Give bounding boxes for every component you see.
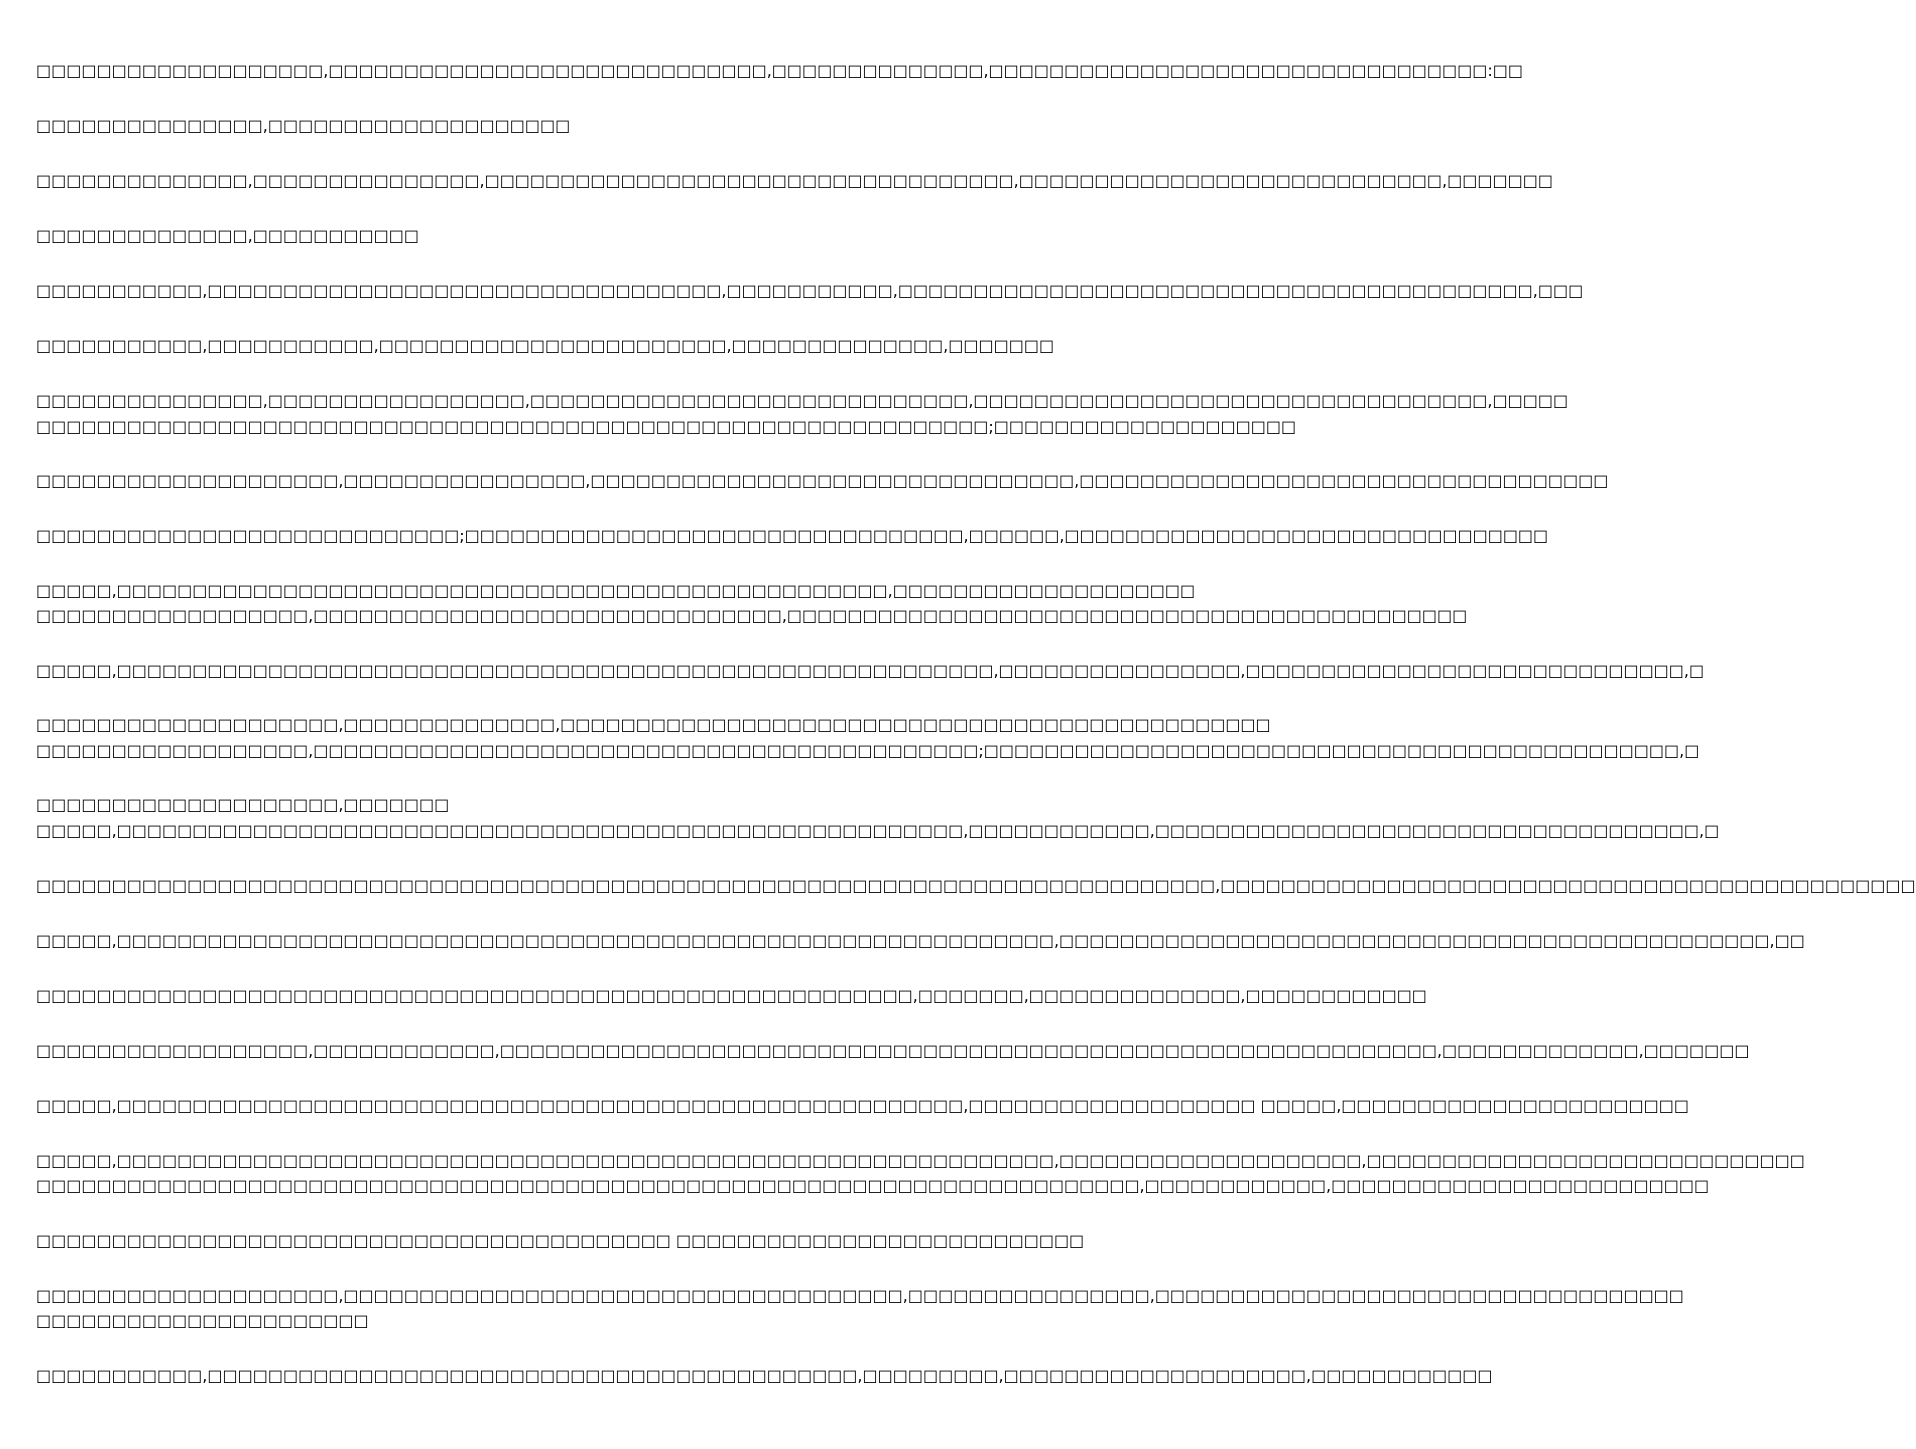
text-line: □□□□□□□□□□□□□□□□□□,□□□□□□□□□□□□□□□□□□□□□□□□□□□□□□□□□□□□□□□□□□□□;□□□□□□□□□□□□□□□□□□□□□□□□□□□□□□□□□□□□□□□□□□□□□□,□	[36, 741, 1700, 760]
text-line: □□□□□,□□□□□□□□□□□□□□□□□□□□□□□□□□□□□□□□□□□□□□□□□□□□□□□□□□□,□□□□□□□□□□□□□□□□□□□□	[36, 581, 1196, 600]
document-page	[36, 0, 1916, 1449]
text-line: □□□□□□□□□□□,□□□□□□□□□□□□□□□□□□□□□□□□□□□□□□□□□□□□□□□□□□□,□□□□□□□□□,□□□□□□□□□□□□□□□□□□□□,□□□□□□□□□□□□	[36, 1366, 1493, 1385]
text-line: □□□□□□□□□□□□□□□□□□□□□□□□□□□□□□□□□□□□□□□□□□□□□□□□□□□□□□□□□□□□□□□□□□□□□□□□□,□□□□□□□□□□□□,□□□□□□□□□□□□□□□□□□□□□□□□□	[36, 1176, 1710, 1195]
text-line: □□□□□□□□□□□□□□□□□□□,□□□□□□□□□□□□□□□□□□□□□□□□□□□□□,□□□□□□□□□□□□□□,□□□□□□□□□□□□□□□□□□□□□□□□□□□□□□□□□:□□	[36, 61, 1524, 80]
text-line: □□□□□,□□□□□□□□□□□□□□□□□□□□□□□□□□□□□□□□□□□□□□□□□□□□□□□□□□□□□□□□,□□□□□□□□□□□□,□□□□□□□□□□□□□□□□□□□□□□□□□□□□□□□□□□□□,□	[36, 821, 1720, 840]
text-line: □□□□□□□□□□□□□□,□□□□□□□□□□□	[36, 226, 420, 245]
text-line: □□□□□□□□□□□,□□□□□□□□□□□,□□□□□□□□□□□□□□□□□□□□□□□,□□□□□□□□□□□□□□,□□□□□□□	[36, 336, 1055, 355]
text-line: □□□□□,□□□□□□□□□□□□□□□□□□□□□□□□□□□□□□□□□□□□□□□□□□□□□□□□□□□□□□□□□□□□□□,□□□□□□□□□□□□□□□□□□□□□□□□□□□□□□□□□□□□□□□□□□□□□□□,□□	[36, 931, 1805, 950]
text-line: □□□□□□□□□□□,□□□□□□□□□□□□□□□□□□□□□□□□□□□□□□□□□□,□□□□□□□□□□□,□□□□□□□□□□□□□□□□□□□□□□□□□□□□□□□□□□□□□□□□□□,□□□	[36, 281, 1584, 300]
text-line: □□□□□,□□□□□□□□□□□□□□□□□□□□□□□□□□□□□□□□□□□□□□□□□□□□□□□□□□□□□□□□□□□□□□,□□□□□□□□□□□□□□□□□□□□,□□□□□□□□□□□□□□□□□□□□□□□□□□□□□	[36, 1151, 1805, 1170]
text-line: □□□□□□□□□□□□□□□□□□□□□□□□□□□□□□□□□□□□□□□□□□□□□□□□□□□□□□□□□□,□□□□□□□,□□□□□□□□□□□□□□,□□□□□□□□□□□□	[36, 986, 1427, 1005]
text-line: □□□□□□□□□□□□□□□□□□□□□□□□□□□□;□□□□□□□□□□□□□□□□□□□□□□□□□□□□□□□□□,□□□□□□,□□□□□□□□□□□□□□□□□□□□□□□□□□□□□□□□	[36, 526, 1549, 545]
text-line: □□□□□□□□□□□□□□□□□□□□,□□□□□□□	[36, 795, 450, 814]
text-line: □□□□□□□□□□□□□□□□□□,□□□□□□□□□□□□□□□□□□□□□□□□□□□□□□□,□□□□□□□□□□□□□□□□□□□□□□□□□□□□□□□□□□□□□□□□□□□□□	[36, 606, 1468, 625]
text-line: □□□□□,□□□□□□□□□□□□□□□□□□□□□□□□□□□□□□□□□□□□□□□□□□□□□□□□□□□□□□□□,□□□□□□□□□□□□□□□□□□□ □□□□□,□□□□□□□□□□□□□□□□□□□□□□□	[36, 1096, 1689, 1115]
text-line: □□□□□□□□□□□□□□,□□□□□□□□□□□□□□□,□□□□□□□□□□□□□□□□□□□□□□□□□□□□□□□□□□□,□□□□□□□□□□□□□□□□□□□□□□□□□□□□,□□□□□□□	[36, 171, 1553, 190]
text-line: □□□□□□□□□□□□□□□□□□□□□□□□□□□□□□□□□□□□□□□□□□□□□□□□□□□□□□□□□□□□□□□□□□□□□□□□□□□□□□,□□□□□□□□□□□□□□□□□□□□□□□□□□□□□□□□□□□□□□□□□□□□□□	[36, 876, 1916, 895]
text-line: □□□□□□□□□□□□□□□□□□,□□□□□□□□□□□□,□□□□□□□□□□□□□□□□□□□□□□□□□□□□□□□□□□□□□□□□□□□□□□□□□□□□□□□□□□□□□□,□□□□□□□□□□□□□,□□□□□□□	[36, 1041, 1750, 1060]
text-line: □□□□□□□□□□□□□□□,□□□□□□□□□□□□□□□□□□□□	[36, 116, 571, 135]
text-line: □□□□□□□□□□□□□□□□□□□□,□□□□□□□□□□□□□□,□□□□□□□□□□□□□□□□□□□□□□□□□□□□□□□□□□□□□□□□□□□□□□□	[36, 715, 1271, 734]
text-line: □□□□□□□□□□□□□□□□□□□□□□□□□□□□□□□□□□□□□□□□□□ □□□□□□□□□□□□□□□□□□□□□□□□□□□	[36, 1231, 1085, 1250]
text-line: □□□□□□□□□□□□□□□,□□□□□□□□□□□□□□□□□,□□□□□□□□□□□□□□□□□□□□□□□□□□□□□,□□□□□□□□□□□□□□□□□□□□□□□□□□□□□□□□□□,□□□□□	[36, 391, 1569, 410]
text-line: □□□□□□□□□□□□□□□□□□□□,□□□□□□□□□□□□□□□□,□□□□□□□□□□□□□□□□□□□□□□□□□□□□□□□□,□□□□□□□□□□□□□□□□□□□□□□□□□□□□□□□□□□□	[36, 471, 1609, 490]
text-line: □□□□□□□□□□□□□□□□□□□□□□	[36, 1311, 369, 1330]
text-line: □□□□□□□□□□□□□□□□□□□□□□□□□□□□□□□□□□□□□□□□□□□□□□□□□□□□□□□□□□□□□□□;□□□□□□□□□□□□□□□□□□□□	[36, 417, 1297, 436]
text-line: □□□□□□□□□□□□□□□□□□□□,□□□□□□□□□□□□□□□□□□□□□□□□□□□□□□□□□□□□□,□□□□□□□□□□□□□□□□,□□□□□□□□□□□□□□□□□□□□□□□□□□□□□□□□□□□	[36, 1286, 1684, 1305]
text-line: □□□□□,□□□□□□□□□□□□□□□□□□□□□□□□□□□□□□□□□□□□□□□□□□□□□□□□□□□□□□□□□□,□□□□□□□□□□□□□□□□,□□□□□□□□□□□□□□□□□□□□□□□□□□□□□,□	[36, 661, 1705, 680]
